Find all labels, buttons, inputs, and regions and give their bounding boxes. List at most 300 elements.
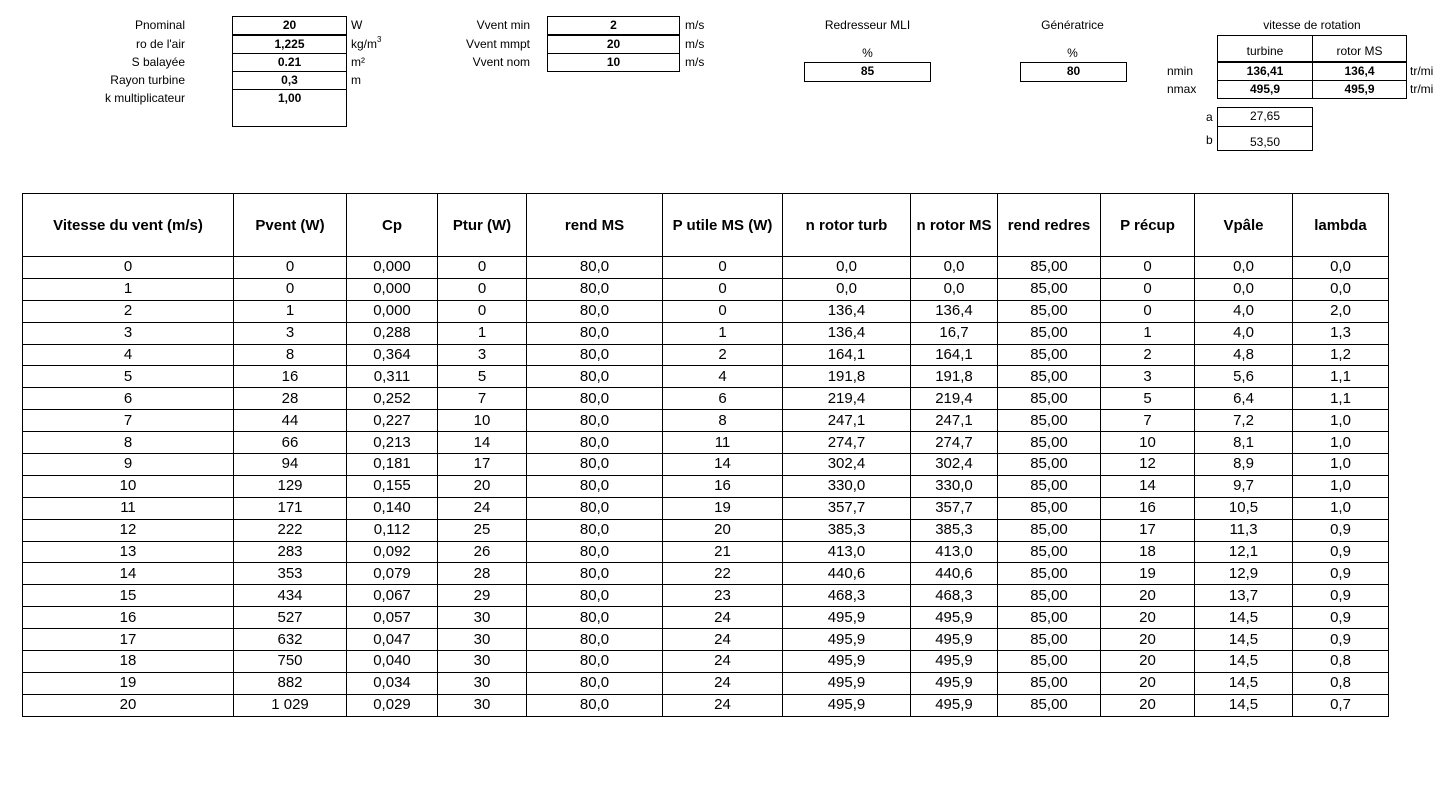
table-cell[interactable]: 17 (23, 629, 234, 651)
table-cell[interactable]: 0,140 (347, 497, 438, 519)
table-cell[interactable]: 85,00 (998, 344, 1101, 366)
table-cell[interactable]: 6 (663, 388, 783, 410)
table-cell[interactable]: 20 (438, 475, 527, 497)
table-cell[interactable]: 468,3 (783, 585, 911, 607)
table-cell[interactable]: 330,0 (783, 475, 911, 497)
table-cell[interactable]: 85,00 (998, 366, 1101, 388)
table-cell[interactable]: 1,0 (1293, 497, 1389, 519)
table-cell[interactable]: 495,9 (911, 694, 998, 716)
table-cell[interactable]: 94 (234, 454, 347, 476)
table-cell[interactable]: 16 (234, 366, 347, 388)
table-cell[interactable]: 219,4 (783, 388, 911, 410)
generatrice-value[interactable]: 80 (1020, 62, 1127, 82)
table-cell[interactable]: 1,1 (1293, 366, 1389, 388)
table-cell[interactable]: 80,0 (527, 519, 663, 541)
table-row (23, 694, 1389, 716)
table-cell[interactable]: 8 (663, 410, 783, 432)
table-cell[interactable]: 0,112 (347, 519, 438, 541)
table-cell[interactable]: 8 (23, 432, 234, 454)
table-cell[interactable]: 4 (23, 344, 234, 366)
table-cell[interactable]: 1 029 (234, 694, 347, 716)
table-cell[interactable]: 80,0 (527, 694, 663, 716)
table-cell[interactable]: 495,9 (783, 694, 911, 716)
table-cell[interactable]: 0,0 (911, 278, 998, 300)
table-cell[interactable]: 30 (438, 694, 527, 716)
table-cell[interactable]: 882 (234, 672, 347, 694)
table-cell[interactable]: 1,2 (1293, 344, 1389, 366)
generatrice-unit: % (1067, 46, 1078, 60)
table-cell[interactable]: 4 (663, 366, 783, 388)
table-cell[interactable]: 171 (234, 497, 347, 519)
table-cell[interactable]: 14,5 (1195, 629, 1293, 651)
table-cell[interactable]: 0 (234, 257, 347, 279)
header-p-utile-ms: P utile MS (W) (663, 194, 783, 257)
header-lambda: lambda (1293, 194, 1389, 257)
table-row (23, 300, 1389, 322)
table-cell[interactable]: 750 (234, 651, 347, 673)
table-cell[interactable]: 0,0 (1293, 278, 1389, 300)
table-cell[interactable]: 11 (23, 497, 234, 519)
table-cell[interactable]: 12,1 (1195, 541, 1293, 563)
table-cell[interactable]: 8 (234, 344, 347, 366)
table-cell[interactable]: 4,8 (1195, 344, 1293, 366)
table-cell[interactable]: 0,9 (1293, 585, 1389, 607)
table-cell[interactable]: 495,9 (783, 629, 911, 651)
table-cell[interactable]: 85,00 (998, 497, 1101, 519)
table-cell[interactable]: 495,9 (911, 607, 998, 629)
table-cell[interactable]: 24 (663, 694, 783, 716)
table-cell[interactable]: 495,9 (911, 651, 998, 673)
table-cell[interactable]: 274,7 (783, 432, 911, 454)
nmax-turbine[interactable]: 495,9 (1217, 80, 1313, 99)
nmin-turbine[interactable]: 136,41 (1217, 62, 1313, 81)
table-cell[interactable]: 0,034 (347, 672, 438, 694)
table-cell[interactable]: 9,7 (1195, 475, 1293, 497)
table-cell[interactable]: 28 (234, 388, 347, 410)
table-cell[interactable]: 191,8 (911, 366, 998, 388)
table-cell[interactable]: 302,4 (783, 454, 911, 476)
table-cell[interactable]: 30 (438, 651, 527, 673)
rayon-turbine-unit: m (351, 73, 361, 87)
table-cell[interactable]: 8,9 (1195, 454, 1293, 476)
vvent-nom-value[interactable]: 10 (547, 53, 680, 72)
table-cell[interactable]: 385,3 (911, 519, 998, 541)
table-cell[interactable]: 20 (1101, 651, 1195, 673)
table-cell[interactable]: 19 (23, 672, 234, 694)
ro-air-unit: $kg/m^3$ (351, 35, 382, 51)
table-cell[interactable]: 85,00 (998, 410, 1101, 432)
table-cell[interactable]: 14,5 (1195, 607, 1293, 629)
table-cell[interactable]: 0,000 (347, 278, 438, 300)
table-cell[interactable]: 80,0 (527, 278, 663, 300)
table-cell[interactable]: 0,079 (347, 563, 438, 585)
table-cell[interactable]: 9 (23, 454, 234, 476)
table-cell[interactable]: 16 (1101, 497, 1195, 519)
table-cell[interactable]: 85,00 (998, 432, 1101, 454)
header-pvent: Pvent (W) (234, 194, 347, 257)
table-cell[interactable]: 44 (234, 410, 347, 432)
table-cell[interactable]: 12,9 (1195, 563, 1293, 585)
table-cell[interactable]: 136,4 (783, 322, 911, 344)
table-cell[interactable]: 26 (438, 541, 527, 563)
table-cell[interactable]: 5,6 (1195, 366, 1293, 388)
table-cell[interactable]: 85,00 (998, 300, 1101, 322)
table-cell[interactable]: 1,3 (1293, 322, 1389, 344)
table-cell[interactable]: 0,0 (1293, 257, 1389, 279)
table-cell[interactable]: 80,0 (527, 585, 663, 607)
table-cell[interactable]: 191,8 (783, 366, 911, 388)
table-cell[interactable]: 4,0 (1195, 322, 1293, 344)
table-cell[interactable]: 20 (1101, 585, 1195, 607)
table-cell[interactable]: 0,0 (783, 257, 911, 279)
coef-b-value[interactable]: 53,50 (1217, 126, 1313, 151)
table-cell[interactable]: 1 (438, 322, 527, 344)
table-cell[interactable]: 22 (663, 563, 783, 585)
table-cell[interactable]: 7,2 (1195, 410, 1293, 432)
table-cell[interactable]: 14,5 (1195, 694, 1293, 716)
table-cell[interactable]: 2 (663, 344, 783, 366)
table-row (23, 432, 1389, 454)
table-cell[interactable]: 24 (663, 607, 783, 629)
ro-air-value[interactable]: 1,225 (232, 35, 347, 54)
table-cell[interactable]: 30 (438, 672, 527, 694)
table-cell[interactable]: 3 (438, 344, 527, 366)
table-cell[interactable]: 385,3 (783, 519, 911, 541)
table-cell[interactable]: 80,0 (527, 454, 663, 476)
table-cell[interactable]: 24 (663, 651, 783, 673)
vvent-nom-unit: m/s (685, 55, 705, 69)
table-cell[interactable]: 0 (1101, 278, 1195, 300)
table-cell[interactable]: 18 (1101, 541, 1195, 563)
table-cell[interactable]: 440,6 (783, 563, 911, 585)
table-cell[interactable]: 0 (234, 278, 347, 300)
table-cell[interactable]: 80,0 (527, 366, 663, 388)
table-cell[interactable]: 0,0 (783, 278, 911, 300)
table-cell[interactable]: 0,181 (347, 454, 438, 476)
table-cell[interactable]: 330,0 (911, 475, 998, 497)
table-cell[interactable]: 80,0 (527, 629, 663, 651)
table-cell[interactable]: 10,5 (1195, 497, 1293, 519)
table-cell[interactable]: 80,0 (527, 344, 663, 366)
table-cell[interactable]: 20 (23, 694, 234, 716)
table-cell[interactable]: 0 (663, 300, 783, 322)
table-row (23, 410, 1389, 432)
pnominal-value[interactable]: 20 (232, 16, 347, 35)
table-cell[interactable]: 0 (663, 257, 783, 279)
table-cell[interactable]: 0,288 (347, 322, 438, 344)
table-row (23, 344, 1389, 366)
table-cell[interactable]: 0,9 (1293, 519, 1389, 541)
table-cell[interactable]: 5 (1101, 388, 1195, 410)
table-cell[interactable]: 85,00 (998, 607, 1101, 629)
table-cell[interactable]: 1,0 (1293, 432, 1389, 454)
vvent-mmpt-unit: m/s (685, 37, 705, 51)
table-cell[interactable]: 2 (1101, 344, 1195, 366)
table-cell[interactable]: 0,029 (347, 694, 438, 716)
table-cell[interactable]: 80,0 (527, 410, 663, 432)
table-cell[interactable]: 3 (23, 322, 234, 344)
table-cell[interactable]: 274,7 (911, 432, 998, 454)
table-cell[interactable]: 23 (663, 585, 783, 607)
table-cell[interactable]: 85,00 (998, 563, 1101, 585)
table-cell[interactable]: 632 (234, 629, 347, 651)
vvent-nom-label: Vvent nom (472, 55, 530, 69)
table-cell[interactable]: 5 (23, 366, 234, 388)
table-cell[interactable]: 20 (1101, 629, 1195, 651)
table-row (23, 651, 1389, 673)
table-row (23, 519, 1389, 541)
table-cell[interactable]: 6 (23, 388, 234, 410)
table-cell[interactable]: 85,00 (998, 694, 1101, 716)
table-cell[interactable]: 80,0 (527, 497, 663, 519)
table-cell[interactable]: 28 (438, 563, 527, 585)
table-cell[interactable]: 0,0 (1195, 257, 1293, 279)
table-cell[interactable]: 18 (23, 651, 234, 673)
table-cell[interactable]: 164,1 (783, 344, 911, 366)
table-cell[interactable]: 14 (23, 563, 234, 585)
table-cell[interactable]: 0,311 (347, 366, 438, 388)
table-cell[interactable]: 247,1 (911, 410, 998, 432)
table-cell[interactable]: 19 (663, 497, 783, 519)
table-cell[interactable]: 11 (663, 432, 783, 454)
table-cell[interactable]: 0 (1101, 257, 1195, 279)
table-cell[interactable]: 0,8 (1293, 672, 1389, 694)
table-cell[interactable]: 0,9 (1293, 607, 1389, 629)
nmin-rotor[interactable]: 136,4 (1312, 62, 1407, 81)
table-cell[interactable]: 353 (234, 563, 347, 585)
table-cell[interactable]: 0 (438, 300, 527, 322)
table-cell[interactable]: 85,00 (998, 651, 1101, 673)
table-cell[interactable]: 80,0 (527, 607, 663, 629)
table-cell[interactable]: 12 (1101, 454, 1195, 476)
table-cell[interactable]: 0 (438, 257, 527, 279)
table-cell[interactable]: 30 (438, 629, 527, 651)
table-cell[interactable]: 16,7 (911, 322, 998, 344)
table-cell[interactable]: 0,9 (1293, 541, 1389, 563)
s-balayee-label: S balayée (131, 55, 185, 69)
table-cell[interactable]: 85,00 (998, 322, 1101, 344)
table-cell[interactable]: 17 (438, 454, 527, 476)
table-cell[interactable]: 434 (234, 585, 347, 607)
ro-air-label: ro de l'air (136, 37, 185, 51)
table-cell[interactable]: 0,000 (347, 257, 438, 279)
table-cell[interactable]: 17 (1101, 519, 1195, 541)
table-cell[interactable]: 1,0 (1293, 410, 1389, 432)
table-cell[interactable]: 136,4 (911, 300, 998, 322)
wind-data-table (22, 193, 1389, 717)
table-cell[interactable]: 13 (23, 541, 234, 563)
table-cell[interactable]: 16 (663, 475, 783, 497)
nmax-unit: tr/mi (1410, 82, 1434, 96)
table-cell[interactable]: 129 (234, 475, 347, 497)
s-balayee-unit: m² (351, 55, 365, 69)
table-cell[interactable]: 0,092 (347, 541, 438, 563)
table-cell[interactable]: 10 (438, 410, 527, 432)
table-cell[interactable]: 1 (234, 300, 347, 322)
table-cell[interactable]: 527 (234, 607, 347, 629)
table-cell[interactable]: 0,040 (347, 651, 438, 673)
rayon-turbine-label: Rayon turbine (110, 73, 185, 87)
table-cell[interactable]: 357,7 (911, 497, 998, 519)
table-cell[interactable]: 357,7 (783, 497, 911, 519)
table-cell[interactable]: 0,9 (1293, 629, 1389, 651)
table-cell[interactable]: 24 (663, 629, 783, 651)
table-cell[interactable]: 0,0 (1195, 278, 1293, 300)
table-cell[interactable]: 0 (1101, 300, 1195, 322)
table-cell[interactable]: 3 (1101, 366, 1195, 388)
table-row (23, 585, 1389, 607)
table-cell[interactable]: 0,252 (347, 388, 438, 410)
table-cell[interactable]: 0,155 (347, 475, 438, 497)
table-cell[interactable]: 20 (1101, 607, 1195, 629)
table-cell[interactable]: 0,057 (347, 607, 438, 629)
table-cell[interactable]: 85,00 (998, 388, 1101, 410)
table-cell[interactable]: 16 (23, 607, 234, 629)
table-cell[interactable]: 85,00 (998, 257, 1101, 279)
table-cell[interactable]: 495,9 (783, 672, 911, 694)
table-cell[interactable]: 302,4 (911, 454, 998, 476)
k-mult-value[interactable]: 1,00 (232, 89, 347, 127)
nmax-rotor[interactable]: 495,9 (1312, 80, 1407, 99)
table-cell[interactable]: 0,9 (1293, 563, 1389, 585)
table-cell[interactable]: 219,4 (911, 388, 998, 410)
table-cell[interactable]: 24 (663, 672, 783, 694)
table-cell[interactable]: 21 (663, 541, 783, 563)
table-cell[interactable]: 25 (438, 519, 527, 541)
table-cell[interactable]: 0 (438, 278, 527, 300)
table-row (23, 607, 1389, 629)
table-cell[interactable]: 85,00 (998, 629, 1101, 651)
table-cell[interactable]: 495,9 (783, 651, 911, 673)
table-cell[interactable]: 0,213 (347, 432, 438, 454)
table-cell[interactable]: 29 (438, 585, 527, 607)
table-cell[interactable]: 66 (234, 432, 347, 454)
table-cell[interactable]: 247,1 (783, 410, 911, 432)
table-header-row (23, 194, 1389, 257)
table-cell[interactable]: 0,0 (911, 257, 998, 279)
table-cell[interactable]: 85,00 (998, 278, 1101, 300)
table-body (23, 257, 1389, 717)
table-cell[interactable]: 136,4 (783, 300, 911, 322)
table-cell[interactable]: 283 (234, 541, 347, 563)
table-cell[interactable]: 2 (23, 300, 234, 322)
table-cell[interactable]: 85,00 (998, 519, 1101, 541)
table-row (23, 475, 1389, 497)
table-cell[interactable]: 1,1 (1293, 388, 1389, 410)
table-cell[interactable]: 11,3 (1195, 519, 1293, 541)
table-cell[interactable]: 0 (23, 257, 234, 279)
table-cell[interactable]: 80,0 (527, 432, 663, 454)
table-cell[interactable]: 1 (23, 278, 234, 300)
table-cell[interactable]: 85,00 (998, 475, 1101, 497)
table-cell[interactable]: 0,067 (347, 585, 438, 607)
table-cell[interactable]: 7 (23, 410, 234, 432)
redresseur-label: Redresseur MLI (824, 18, 911, 32)
rayon-turbine-value[interactable]: 0,3 (232, 71, 347, 90)
table-cell[interactable]: 222 (234, 519, 347, 541)
table-cell[interactable]: 0,047 (347, 629, 438, 651)
table-cell[interactable]: 0,8 (1293, 651, 1389, 673)
s-balayee-value[interactable]: 0.21 (232, 53, 347, 72)
table-cell[interactable]: 85,00 (998, 454, 1101, 476)
table-cell[interactable]: 495,9 (911, 629, 998, 651)
table-cell[interactable]: 164,1 (911, 344, 998, 366)
table-cell[interactable]: 440,6 (911, 563, 998, 585)
table-cell[interactable]: 80,0 (527, 388, 663, 410)
table-cell[interactable]: 1,0 (1293, 475, 1389, 497)
table-cell[interactable]: 20 (663, 519, 783, 541)
table-cell[interactable]: 85,00 (998, 672, 1101, 694)
redresseur-value[interactable]: 85 (804, 62, 931, 82)
table-cell[interactable]: 85,00 (998, 585, 1101, 607)
table-cell[interactable]: 14,5 (1195, 651, 1293, 673)
table-cell[interactable]: 30 (438, 607, 527, 629)
table-cell[interactable]: 15 (23, 585, 234, 607)
table-cell[interactable]: 14 (1101, 475, 1195, 497)
table-cell[interactable]: 0,000 (347, 300, 438, 322)
table-cell[interactable]: 80,0 (527, 257, 663, 279)
table-cell[interactable]: 14,5 (1195, 672, 1293, 694)
table-cell[interactable]: 3 (234, 322, 347, 344)
table-cell[interactable]: 24 (438, 497, 527, 519)
table-cell[interactable]: 413,0 (911, 541, 998, 563)
table-cell[interactable]: 0 (663, 278, 783, 300)
table-row (23, 541, 1389, 563)
table-cell[interactable]: 495,9 (911, 672, 998, 694)
vvent-mmpt-value[interactable]: 20 (547, 35, 680, 54)
coef-a-value[interactable]: 27,65 (1217, 107, 1313, 127)
table-cell[interactable]: 6,4 (1195, 388, 1293, 410)
table-cell[interactable]: 20 (1101, 672, 1195, 694)
table-cell[interactable]: 13,7 (1195, 585, 1293, 607)
table-cell[interactable]: 0,364 (347, 344, 438, 366)
table-cell[interactable]: 8,1 (1195, 432, 1293, 454)
table-row (23, 257, 1389, 279)
table-cell[interactable]: 495,9 (783, 607, 911, 629)
table-cell[interactable]: 10 (1101, 432, 1195, 454)
table-cell[interactable]: 80,0 (527, 672, 663, 694)
table-cell[interactable]: 0,227 (347, 410, 438, 432)
table-cell[interactable]: 14 (438, 432, 527, 454)
table-cell[interactable]: 10 (23, 475, 234, 497)
table-cell[interactable]: 80,0 (527, 322, 663, 344)
table-cell[interactable]: 80,0 (527, 651, 663, 673)
table-cell[interactable]: 1,0 (1293, 454, 1389, 476)
table-cell[interactable]: 0,7 (1293, 694, 1389, 716)
nmin-unit: tr/mi (1410, 64, 1434, 78)
table-cell[interactable]: 413,0 (783, 541, 911, 563)
table-cell[interactable]: 14 (663, 454, 783, 476)
vvent-min-value[interactable]: 2 (547, 16, 680, 35)
table-cell[interactable]: 80,0 (527, 563, 663, 585)
table-cell[interactable]: 7 (1101, 410, 1195, 432)
table-cell[interactable]: 80,0 (527, 300, 663, 322)
table-cell[interactable]: 80,0 (527, 541, 663, 563)
table-cell[interactable]: 19 (1101, 563, 1195, 585)
table-cell[interactable]: 468,3 (911, 585, 998, 607)
table-cell[interactable]: 1 (663, 322, 783, 344)
table-cell[interactable]: 1 (1101, 322, 1195, 344)
redresseur-unit: % (862, 46, 873, 60)
table-cell[interactable]: 2,0 (1293, 300, 1389, 322)
table-cell[interactable]: 85,00 (998, 541, 1101, 563)
table-cell[interactable]: 4,0 (1195, 300, 1293, 322)
table-cell[interactable]: 20 (1101, 694, 1195, 716)
table-cell[interactable]: 5 (438, 366, 527, 388)
table-cell[interactable]: 80,0 (527, 475, 663, 497)
table-cell[interactable]: 12 (23, 519, 234, 541)
table-cell[interactable]: 7 (438, 388, 527, 410)
